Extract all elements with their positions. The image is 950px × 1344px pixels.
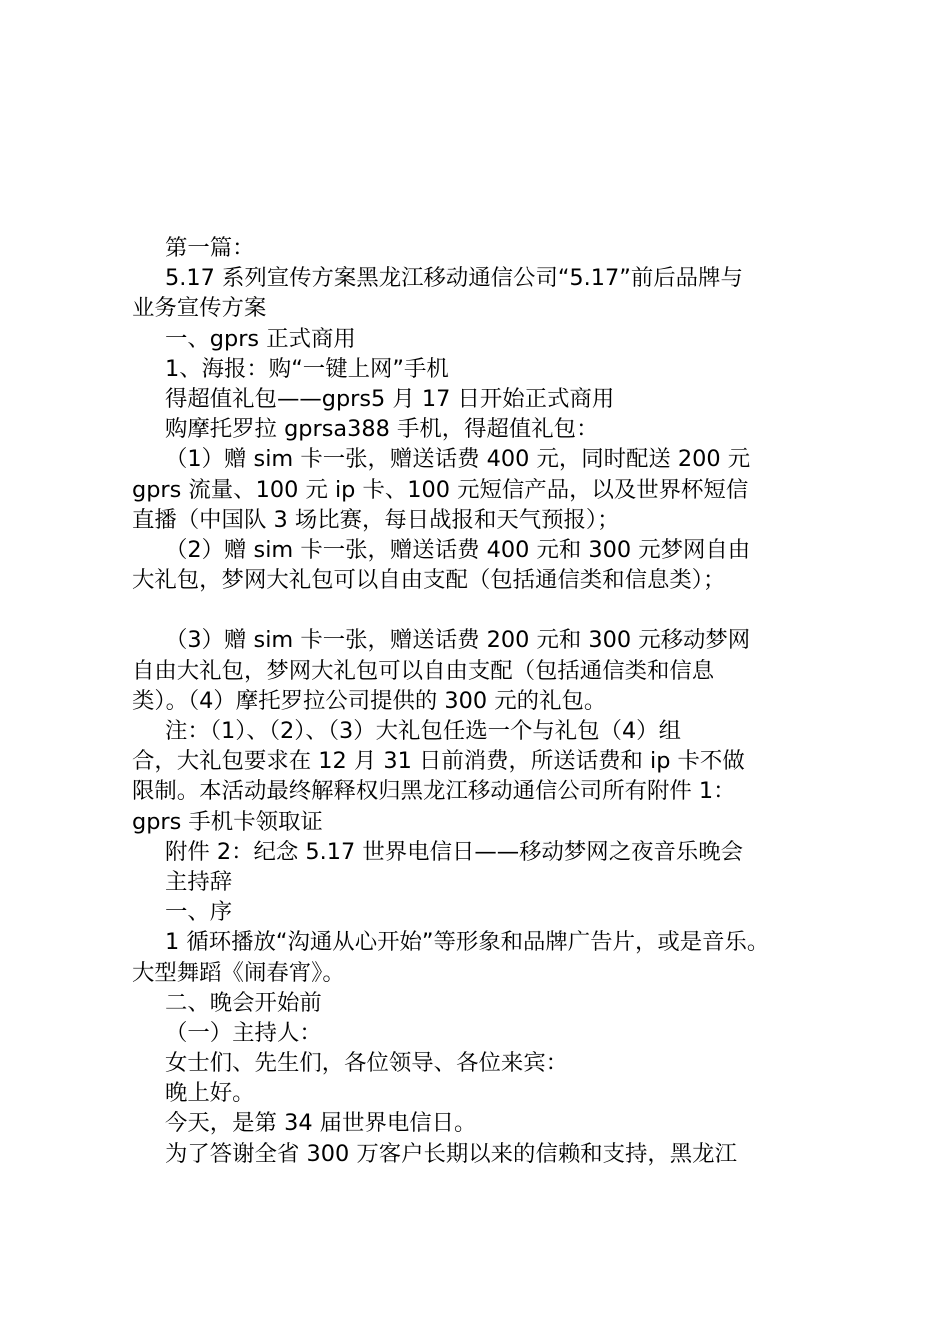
text-line: 限制。本活动最终解释权归黑龙江移动通信公司所有附件 1： <box>132 778 736 805</box>
text-line: （3）赠 sim 卡一张，赠送话费 200 元和 300 元移动梦网 <box>165 627 751 654</box>
text-line: 大礼包，梦网大礼包可以自由支配（包括通信类和信息类）； <box>132 567 726 594</box>
text-line: 注：（1）、（2）、（3）大礼包任选一个与礼包（4）组 <box>165 718 681 744</box>
text-line: 大型舞蹈《闹春宵》。 <box>132 959 345 986</box>
document-body <box>132 233 837 1169</box>
text-line: 附件 2：纪念 5.17 世界电信日——移动梦网之夜音乐晚会 <box>165 838 744 865</box>
text-line: （1）赠 sim 卡一张，赠送话费 400 元，同时配送 200 元 <box>165 446 751 473</box>
text-line: 直播（中国队 3 场比赛，每日战报和天气预报）； <box>132 506 620 533</box>
text-line: 5.17 系列宣传方案黑龙江移动通信公司“5.17”前后品牌与 <box>165 265 743 292</box>
text-line: 晚上好。 <box>165 1080 255 1107</box>
text-line: 一、gprs 正式商用 <box>165 325 356 352</box>
text-line: gprs 流量、100 元 ip 卡、100 元短信产品，以及世界杯短信 <box>132 476 749 503</box>
text-line: 为了答谢全省 300 万客户长期以来的信赖和支持，黑龙江 <box>165 1140 737 1167</box>
text-line: 得超值礼包——gprs5 月 17 日开始正式商用 <box>165 385 615 412</box>
text-line: （一）主持人： <box>165 1019 322 1046</box>
text-line: 一、序 <box>165 899 233 926</box>
text-line: 合，大礼包要求在 12 月 31 日前消费，所送话费和 ip 卡不做 <box>132 748 745 775</box>
blank-line <box>132 595 837 625</box>
text-line: 类）。（4）摩托罗拉公司提供的 300 元的礼包。 <box>132 687 607 714</box>
text-line: 二、晚会开始前 <box>165 989 322 1016</box>
text-line: 今天，是第 34 届世界电信日。 <box>165 1110 477 1137</box>
text-line: 购摩托罗拉 gprsa388 手机，得超值礼包： <box>165 416 599 443</box>
text-line: （2）赠 sim 卡一张，赠送话费 400 元和 300 元梦网自由 <box>165 536 751 563</box>
text-line: 业务宣传方案 <box>132 295 267 322</box>
text-line: 女士们、先生们，各位领导、各位来宾： <box>165 1050 569 1077</box>
text-line: 1 循环播放“沟通从心开始”等形象和品牌广告片，或是音乐。 <box>165 929 770 956</box>
text-line: 自由大礼包，梦网大礼包可以自由支配（包括通信类和信息 <box>132 657 715 684</box>
text-line: 1、海报：购“一键上网”手机 <box>165 355 449 382</box>
text-line: 主持辞 <box>165 868 233 895</box>
text-line: gprs 手机卡领取证 <box>132 808 323 835</box>
text-line: 第一篇： <box>165 235 255 261</box>
